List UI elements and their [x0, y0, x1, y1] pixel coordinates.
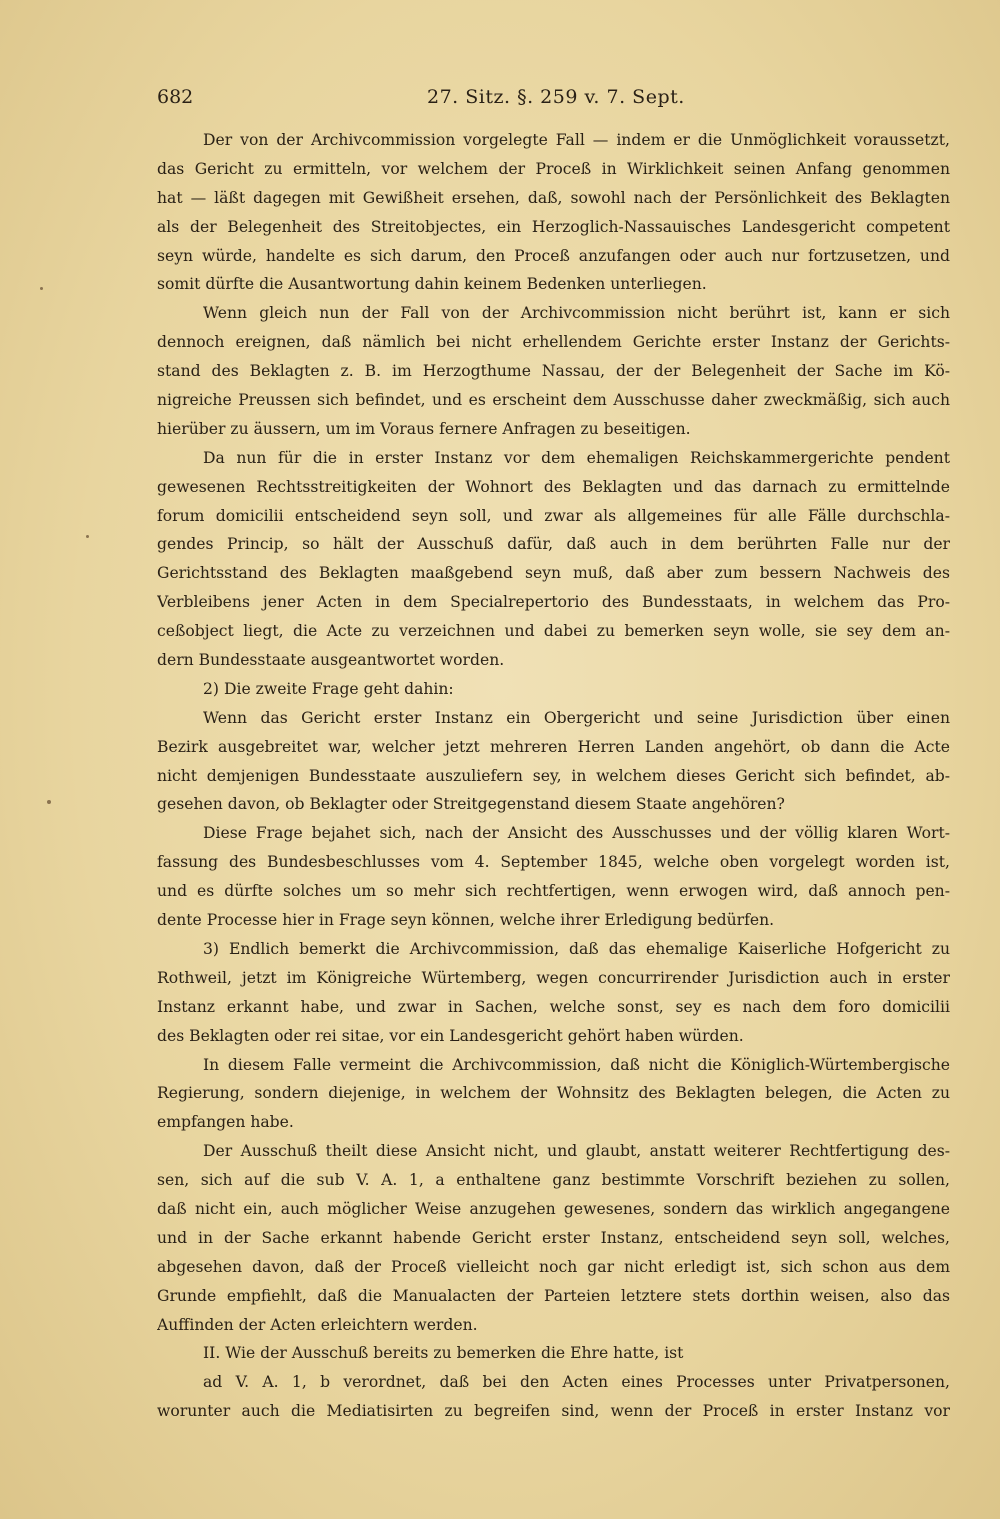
text-line: gendes Princip, so hält der Ausschuß dafür, daß auch in dem berührten Falle nur der: [157, 535, 950, 554]
text-line: somit dürfte die Ausantwortung dahin keinem Bedenken unterliegen.: [157, 275, 707, 294]
text-line: nicht demjenigen Bundesstaate auszuliefern sey, in welchem dieses Gericht sich befindet, ab-: [157, 766, 950, 785]
text-line: daß nicht ein, auch möglicher Weise anzugehen gewesenes, sondern das wirklich angegangene: [157, 1199, 950, 1218]
text-line: Bezirk ausgebreitet war, welcher jetzt mehreren Herren Landen angehört, ob dann die Acte: [157, 737, 950, 756]
running-head: 27. Sitz. §. 259 v. 7. Sept.: [427, 86, 685, 108]
text-line: ceßobject liegt, die Acte zu verzeichnen und dabei zu bemerken seyn wolle, sie sey dem an-: [157, 622, 950, 641]
text-line: stand des Beklagten z. B. im Herzogthume Nassau, der der Belegenheit der Sache im Kö-: [157, 362, 950, 381]
paragraph: [157, 1368, 950, 1426]
text-line: Gerichtsstand des Beklagten maaßgebend seyn muß, daß aber zum bessern Nachweis des: [157, 564, 950, 583]
page-number: 682: [157, 86, 194, 108]
text-line: Rothweil, jetzt im Königreiche Würtemberg, wegen concurrirender Jurisdiction auch in erster: [157, 968, 950, 987]
paragraph: [157, 675, 950, 704]
text-line: Der Ausschuß theilt diese Ansicht nicht, und glaubt, anstatt weiterer Rechtfertigung des-: [203, 1142, 950, 1161]
paragraph: [157, 444, 950, 675]
paper-speck: [86, 535, 89, 538]
text-line: In diesem Falle vermeint die Archivcommission, daß nicht die Königlich-Würtembergische: [203, 1055, 950, 1074]
text-line: und es dürfte solches um so mehr sich rechtfertigen, wenn erwogen wird, daß annoch pen-: [157, 882, 950, 901]
text-line: seyn würde, handelte es sich darum, den Proceß anzufangen oder auch nur fortzusetzen, und: [157, 246, 950, 265]
paper-speck: [40, 287, 43, 290]
text-line: als der Belegenheit des Streitobjectes, ein Herzoglich-Nassauisches Landesgericht competent: [157, 217, 950, 236]
page-header: [157, 86, 950, 116]
text-line: und in der Sache erkannt habende Gericht erster Instanz, entscheidend seyn soll, welches,: [157, 1228, 950, 1247]
paragraph: [157, 1137, 950, 1339]
text-line: dennoch ereignen, daß nämlich bei nicht erhellendem Gerichte erster Instanz der Gerichts-: [157, 333, 950, 352]
text-line: empfangen habe.: [157, 1113, 294, 1132]
text-line: nigreiche Preussen sich befindet, und es erscheint dem Ausschusse daher zweckmäßig, sich auch: [157, 391, 950, 410]
text-line: Der von der Archivcommission vorgelegte Fall — indem er die Unmöglichkeit voraussetzt,: [203, 131, 950, 149]
text-line: worunter auch die Mediatisirten zu begreifen sind, wenn der Proceß in erster Instanz vor: [157, 1402, 950, 1421]
paragraph: [157, 1339, 950, 1368]
paragraph: [157, 819, 950, 935]
text-line: Wenn das Gericht erster Instanz ein Obergericht und seine Jurisdiction über einen: [203, 708, 950, 727]
text-line: Verbleibens jener Acten in dem Specialrepertorio des Bundesstaats, in welchem das Pro-: [157, 593, 950, 612]
body-text: [157, 126, 950, 1426]
text-line: des Beklagten oder rei sitae, vor ein Landesgericht gehört haben würden.: [157, 1026, 744, 1045]
text-line: dente Processe hier in Frage seyn können, welche ihrer Erledigung bedürfen.: [157, 911, 775, 930]
text-line: dern Bundesstaate ausgeantwortet worden.: [157, 651, 505, 670]
paper-speck: [47, 800, 51, 804]
paragraph: [157, 1051, 950, 1138]
text-line: 2) Die zweite Frage geht dahin:: [203, 679, 454, 698]
text-line: hat — läßt dagegen mit Gewißheit ersehen, daß, sowohl nach der Persönlichkeit des Beklagten: [157, 188, 950, 207]
text-line: hierüber zu äussern, um im Voraus fernere Anfragen zu beseitigen.: [157, 419, 691, 438]
text-line: Grunde empfiehlt, daß die Manualacten der Parteien letztere stets dorthin weisen, also das: [157, 1286, 950, 1305]
text-line: Wenn gleich nun der Fall von der Archivcommission nicht berührt ist, kann er sich: [203, 304, 950, 323]
paragraph: [157, 299, 950, 443]
text-line: sen, sich auf die sub V. A. 1, a enthaltene ganz bestimmte Vorschrift beziehen zu sollen,: [157, 1171, 950, 1190]
text-line: Regierung, sondern diejenige, in welchem der Wohnsitz des Beklagten belegen, die Acten zu: [157, 1084, 950, 1103]
text-line: gewesenen Rechtsstreitigkeiten der Wohnort des Beklagten und das darnach zu ermittelnde: [157, 477, 950, 496]
text-line: ad V. A. 1, b verordnet, daß bei den Acten eines Processes unter Privatpersonen,: [203, 1373, 950, 1392]
text-line: Auffinden der Acten erleichtern werden.: [157, 1315, 478, 1334]
text-line: fassung des Bundesbeschlusses vom 4. September 1845, welche oben vorgelegt worden ist,: [157, 853, 950, 872]
text-line: forum domicilii entscheidend seyn soll, und zwar als allgemeines für alle Fälle durchschla-: [157, 506, 950, 525]
text-line: II. Wie der Ausschuß bereits zu bemerken die Ehre hatte, ist: [203, 1344, 684, 1363]
text-line: abgesehen davon, daß der Proceß vielleicht noch gar nicht erledigt ist, sich schon aus dem: [157, 1257, 950, 1276]
paragraph: [157, 704, 950, 820]
text-line: 3) Endlich bemerkt die Archivcommission, daß das ehemalige Kaiserliche Hofgericht zu: [203, 939, 950, 958]
text-line: das Gericht zu ermitteln, vor welchem der Proceß in Wirklichkeit seinen Anfang genommen: [157, 159, 950, 178]
text-line: Diese Frage bejahet sich, nach der Ansicht des Ausschusses und der völlig klaren Wort-: [203, 824, 950, 843]
paragraph: [157, 126, 950, 299]
text-line: Instanz erkannt habe, und zwar in Sachen, welche sonst, sey es nach dem foro domicilii: [157, 997, 950, 1016]
text-line: gesehen davon, ob Beklagter oder Streitgegenstand diesem Staate angehören?: [157, 795, 785, 814]
paragraph: [157, 935, 950, 1051]
text-line: Da nun für die in erster Instanz vor dem ehemaligen Reichskammergerichte pendent: [203, 448, 950, 467]
